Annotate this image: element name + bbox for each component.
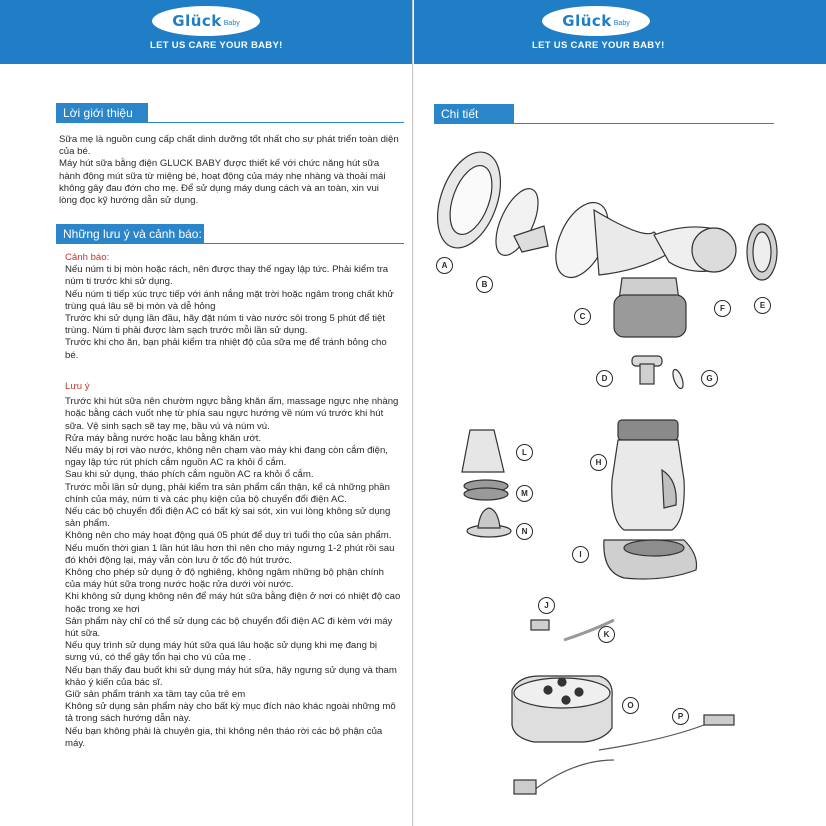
gluck-logo: [152, 6, 260, 36]
part-label-m: M: [516, 485, 533, 502]
note-item: Không nên cho máy hoạt động quá 05 phút để duy trì tuổi thọ của sản phẩm. Nếu muốn thời gian 1 lần hút lâu hơn thì nên cho máy ngưng 1-2 phút rồi sau đó khởi động lại, máy vẫn còn lưu ở tốc độ hút trước.: [65, 530, 395, 566]
warning-label: Cảnh báo:: [65, 252, 110, 263]
warning-item: Trước khi cho ăn, bạn phải kiểm tra nhiệt độ của sữa mẹ để tránh bỏng cho bé.: [65, 337, 387, 361]
notes-heading: Những lưu ý và cảnh báo:: [56, 224, 204, 244]
part-label-l: L: [516, 444, 533, 461]
note-item: Trước khi hút sữa nên chườm ngực bằng khăn ấm, massage ngực nhẹ nhàng hoặc bằng cách vuốt nhẹ từ phía sau ngực hướng về núm vú trước khi hút sữa. Vệ sinh sạch sẽ tay mẹ, bầu vú và núm vú.: [65, 396, 399, 432]
notes-label: Lưu ý: [65, 381, 90, 392]
note-item: Nếu bạn thấy đau buốt khi sử dụng máy hút sữa, hãy ngưng sử dụng và tham khảo ý kiến của bác sĩ.: [65, 664, 397, 688]
details-heading: Chi tiết: [434, 104, 514, 124]
note-item: Trước mỗi lần sử dụng, phải kiểm tra sản phẩm cẩn thận, kể cả những phần chính của máy, núm ti và các phụ kiện của bộ chuyển đổi điện AC.: [65, 481, 390, 505]
logo-sub: Baby: [613, 19, 630, 27]
part-label-o: O: [622, 697, 639, 714]
part-n-teat-drawing: [467, 508, 511, 537]
note-item: Nếu bạn không phải là chuyên gia, thì không nên tháo rời các bộ phận của máy.: [65, 725, 383, 749]
note-item: Nếu các bộ chuyển đổi điện AC có bất kỳ sai sót, xin vui lòng không sử dụng sản phẩm.: [65, 506, 391, 530]
note-item: Nếu máy bị rơi vào nước, không nên chạm vào máy khi đang còn cắm điện, ngay lập tức rút phích cắm nguồn AC ra khỏi ổ cắm.: [65, 445, 388, 469]
part-label-e: E: [754, 297, 771, 314]
intro-text: [59, 134, 399, 207]
part-label-h: H: [590, 454, 607, 471]
part-g-membrane-drawing: [671, 368, 685, 390]
part-label-i: I: [572, 546, 589, 563]
part-label-a: A: [436, 257, 453, 274]
part-label-c: C: [574, 308, 591, 325]
note-item: Không cho phép sử dụng ở độ nghiêng, không ngâm những bộ phận chính của máy hút sữa trong nước hoặc rửa dưới vòi nước.: [65, 567, 384, 591]
warning-item: Nếu núm ti bị mòn hoặc rách, nên được thay thế ngay lập tức. Phải kiểm tra núm ti trước khi sử dụng.: [65, 264, 389, 288]
part-label-p: P: [672, 708, 689, 725]
part-i-stand-drawing: [604, 540, 697, 579]
intro-heading: Lời giới thiệu: [56, 103, 148, 123]
warning-item: Trước khi sử dụng lần đầu, hãy đặt núm ti vào nước sôi trong 5 phút để tiệt trùng. Núm ti phải được làm sạch trước mỗi lần sử dụng.: [65, 313, 386, 337]
notes-rule: [56, 243, 404, 244]
part-label-j: J: [538, 597, 555, 614]
part-label-n: N: [516, 523, 533, 540]
part-e-cap-drawing: [747, 224, 777, 280]
warning-item: Nếu núm ti tiếp xúc trực tiếp với ánh nắng mặt trời hoặc ngâm trong chất khử trùng quá lâu sẽ bị mòn và dễ hỏng: [65, 288, 394, 312]
note-item: Sau khi sử dụng, tháo phích cắm nguồn AC ra khỏi ổ cắm.: [65, 469, 314, 481]
tagline: LET US CARE YOUR BABY!: [150, 40, 283, 51]
logo-brand: Glück: [562, 12, 612, 30]
part-h-bottle-drawing: [612, 420, 685, 530]
notes-block: [65, 381, 401, 750]
part-label-f: F: [714, 300, 731, 317]
note-item: Sản phẩm này chỉ có thể sử dụng các bộ chuyển đổi điện AC đi kèm với máy hút sữa.: [65, 615, 393, 640]
warnings-block: [65, 252, 401, 362]
part-l-lid-drawing: [462, 430, 504, 472]
part-p-plug-drawing: [704, 715, 734, 725]
part-label-k: K: [598, 626, 615, 643]
part-m-ring-drawing: [464, 480, 508, 500]
part-j-connector-drawing: [531, 620, 549, 630]
note-item: Không sử dụng sản phẩm này cho bất kỳ mục đích nào khác ngoài những mô tả trong sách hướng dẫn này.: [65, 701, 396, 725]
parts-diagram: [414, 0, 826, 826]
part-label-d: D: [596, 370, 613, 387]
part-label-b: B: [476, 276, 493, 293]
intro-rule: [56, 122, 404, 123]
note-item: Giữ sản phẩm tránh xa tầm tay của trẻ em: [65, 689, 246, 701]
part-usb-plug-drawing: [514, 780, 536, 794]
header-banner: [0, 0, 412, 64]
part-o-motor-drawing: [512, 676, 612, 742]
note-item: Khi không sử dụng không nên để máy hút sữa bằng điện ở nơi có nhiệt độ cao hoặc trong xe hơi: [65, 591, 401, 615]
intro-paragraph: Sữa mẹ là nguồn cung cấp chất dinh dưỡng tốt nhất cho sự phát triển toàn diện của bé.: [59, 134, 399, 158]
part-d-valve-drawing: [632, 356, 662, 384]
part-label-g: G: [701, 370, 718, 387]
right-page: [414, 0, 826, 826]
intro-paragraph: Máy hút sữa bằng điện GLUCK BABY được thiết kế với chức năng hút sữa hành động mút sữa từ miệng bé, hoạt động của máy nhẹ nhàng và thoải mái không gây đau đớn cho mẹ. Để sử dụng máy dung cách và an toàn, xin vui lòng đọc kỹ hướng dẫn sử dụng.: [59, 158, 386, 207]
tagline: LET US CARE YOUR BABY!: [532, 40, 665, 51]
logo-brand: Glück: [172, 12, 222, 30]
note-item: Rửa máy bằng nước hoặc lau bằng khăn ướt.: [65, 432, 262, 444]
logo-sub: Baby: [223, 19, 240, 27]
note-item: Nếu quy trình sử dụng máy hút sữa quá lâu hoặc sử dụng khi mẹ đang bị sưng vú, có thể gây tổn hại cho vú của mẹ .: [65, 640, 378, 664]
